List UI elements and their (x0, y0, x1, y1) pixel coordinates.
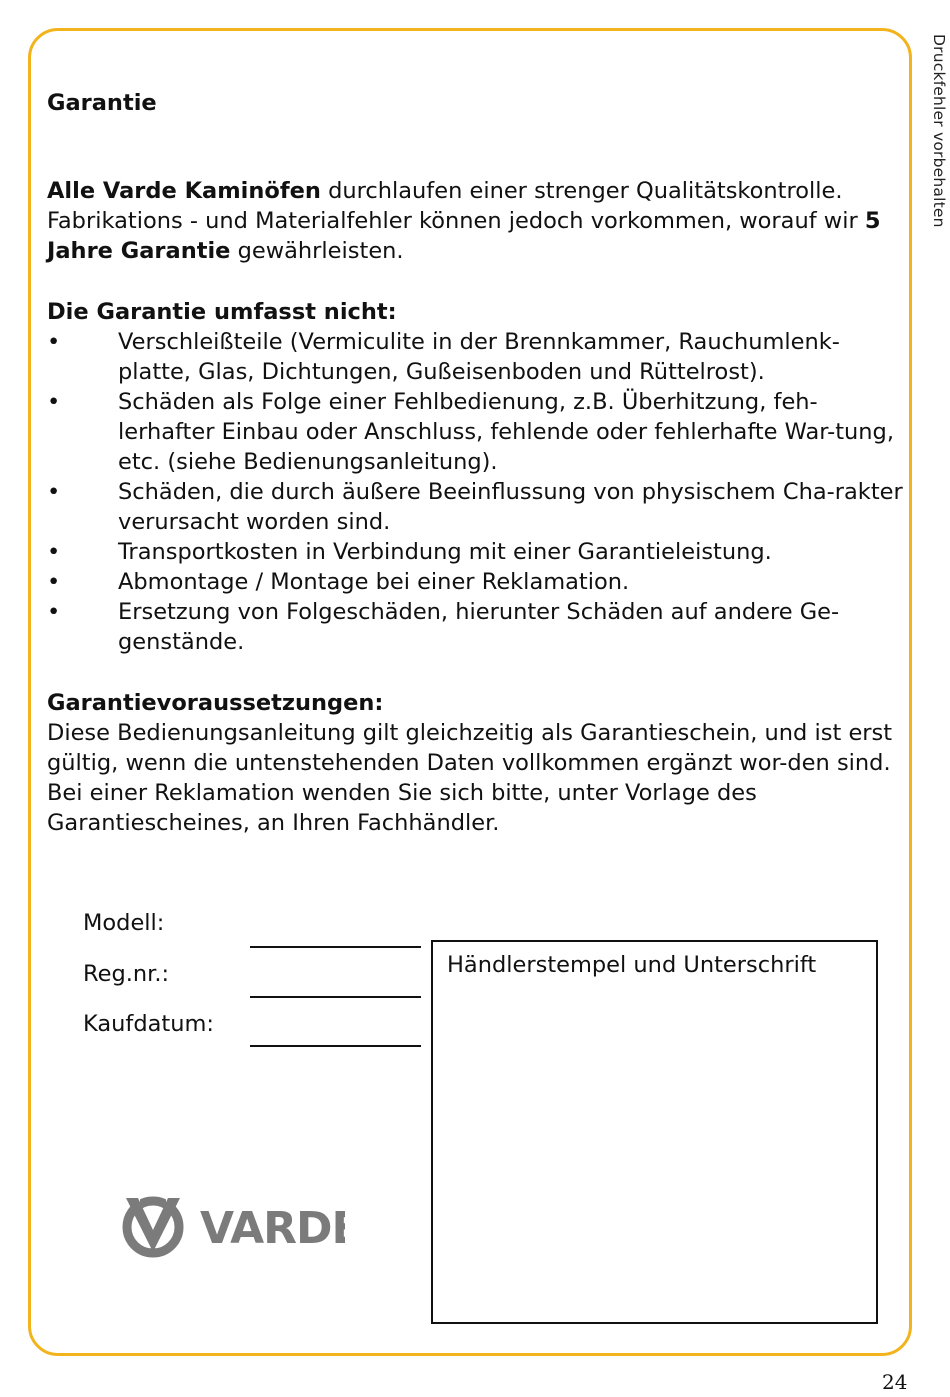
page-title: Garantie (47, 90, 157, 116)
list-item (47, 537, 905, 567)
list-item-text: Abmontage / Montage bei einer Reklamation. (118, 569, 630, 595)
warranty-text (47, 88, 905, 838)
list-item (47, 477, 905, 537)
purchase-date-field[interactable] (250, 1045, 421, 1047)
print-error-disclaimer: Druckfehler vorbehalten (930, 34, 948, 228)
intro-bold-brand: Alle Varde Kaminöfen (47, 178, 321, 204)
conditions-paragraph: Diese Bedienungsanleitung gilt gleichzeitig als Garantieschein, und ist erst gültig, wenn die untenstehenden Daten vollkommen ergänzt wor-den sind. Bei einer Reklamation wenden Sie sich bitte, unter Vorlage des Garantiescheines, an Ihren Fachhändler. (47, 720, 893, 836)
purchase-date-label: Kaufdatum: (83, 1011, 214, 1037)
list-item-text: Verschleißteile (Vermiculite in der Brennkammer, Rauchumlenk-platte, Glas, Dichtungen, Gußeisenboden und Rüttelrost). (118, 329, 840, 385)
bullet-icon: • (47, 329, 61, 355)
list-item-text: Transportkosten in Verbindung mit einer Garantieleistung. (118, 539, 772, 565)
dealer-stamp-label: Händlerstempel und Unterschrift (447, 952, 817, 978)
model-field[interactable] (250, 946, 421, 948)
list-item (47, 567, 905, 597)
intro-bold-warranty: 5 Jahre Garantie (47, 208, 881, 264)
bullet-icon: • (47, 539, 61, 565)
bullet-icon: • (47, 599, 61, 625)
conditions-heading: Garantievoraussetzungen: (47, 690, 384, 716)
reg-nr-label: Reg.nr.: (83, 961, 170, 987)
bullet-icon: • (47, 569, 61, 595)
dealer-stamp-box (431, 940, 878, 1324)
list-item-text: Schäden, die durch äußere Beeinflussung von physischem Cha-rakter verursacht worden sind. (118, 479, 903, 535)
list-item-text: Schäden als Folge einer Fehlbedienung, z.B. Überhitzung, feh-lerhafter Einbau oder Anschluss, fehlende oder fehlerhafte War-tung, etc. (siehe Bedienungsanleitung). (118, 389, 894, 475)
list-item-text: Ersetzung von Folgeschäden, hierunter Schäden auf andere Ge-genstände. (118, 599, 840, 655)
reg-nr-field[interactable] (250, 996, 421, 998)
bullet-icon: • (47, 389, 61, 415)
model-label: Modell: (83, 910, 165, 936)
logo-wordmark: VARDE (200, 1203, 345, 1254)
exclusions-heading: Die Garantie umfasst nicht: (47, 299, 397, 325)
list-item (47, 327, 905, 387)
list-item (47, 387, 905, 477)
bullet-icon: • (47, 479, 61, 505)
varde-logo (120, 1192, 345, 1266)
list-item (47, 597, 905, 657)
exclusions-list (47, 327, 905, 657)
varde-logo-icon (120, 1192, 345, 1262)
intro-text-1: durchlaufen einer strenger Qualitätskontrolle. Fabrikations - und Materialfehler können jedoch vorkommen, worauf wir (47, 178, 865, 234)
intro-text-2: gewährleisten. (230, 238, 404, 264)
page-number: 24 (882, 1370, 908, 1394)
intro-paragraph (47, 176, 905, 266)
